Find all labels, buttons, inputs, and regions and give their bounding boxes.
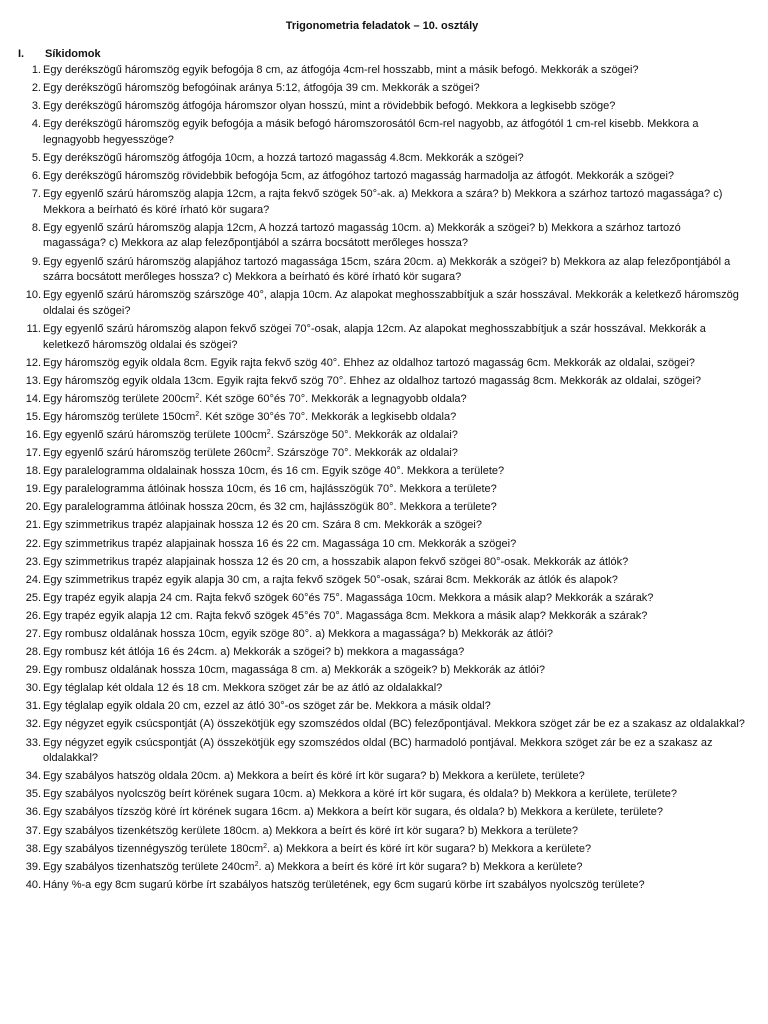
problem-text-part: Egy szabályos tizenkétszög kerülete 180cm. a) Mekkora a beírt és köré írt kör sugara? b) Mekkora a területe?: [43, 824, 578, 837]
problem-text-part: Egy szabályos nyolcszög beírt körének sugara 10cm. a) Mekkora a köré írt kör sugara, és oldala? b) Mekkora a kerülete, területe?: [43, 788, 678, 801]
problem-item: [18, 663, 746, 679]
problem-text-part: Hány %-a egy 8cm sugarú körbe írt szabályos hatszög területének, egy 6cm sugarú körbe írt szabályos nyolcszög területe?: [43, 878, 645, 891]
problem-text: [43, 464, 746, 480]
problem-item: [18, 878, 746, 894]
problem-text: [43, 410, 746, 426]
problem-text: [43, 392, 746, 408]
problem-item: [18, 464, 746, 480]
problem-text-part: Egy szabályos tizennégyszög területe 180cm: [43, 842, 264, 855]
problem-text: [43, 805, 746, 821]
problem-text: [43, 824, 746, 840]
problem-text-part: Egy szabályos hatszög oldala 20cm. a) Mekkora a beírt és köré írt kör sugara? b) Mekkora a kerülete, területe?: [43, 770, 585, 783]
problem-text-part: . Két szöge 60°és 70°. Mekkorák a legnagyobb oldala?: [199, 392, 467, 405]
problem-number: 18.: [25, 465, 41, 478]
problem-text: [43, 663, 746, 679]
problem-text-part: Egy háromszög területe 150cm: [43, 410, 196, 423]
section-number: I.: [18, 48, 25, 60]
problem-item: [18, 518, 746, 534]
problem-number: 3.: [31, 100, 41, 113]
problem-text-part: . Két szöge 30°és 70°. Mekkorák a legkisebb oldala?: [199, 410, 457, 423]
problem-number: 34.: [25, 770, 41, 783]
problem-text: [43, 591, 746, 607]
problem-text-part: Egy téglalap két oldala 12 és 18 cm. Mekkora szöget zár be az átló az oldalakkal?: [43, 682, 443, 695]
problem-number: 27.: [25, 628, 41, 640]
problem-number: 28.: [25, 646, 41, 659]
problem-text-part: Egy szimmetrikus trapéz egyik alapja 30 cm, a rajta fekvő szögek 50°-osak, szárai 8cm. Mekkorák az átlók és alapok?: [43, 573, 618, 586]
problem-number: 37.: [25, 824, 41, 837]
problem-text-part: Egy derékszögű háromszög átfogója háromszor olyan hosszú, mint a rövidebbik befogó. Mekkora a legkisebb szöge?: [43, 100, 616, 113]
problem-text: [43, 736, 746, 767]
problem-text: [43, 878, 746, 894]
problem-item: [18, 374, 746, 390]
problem-text-part: Egy trapéz egyik alapja 24 cm. Rajta fekvő szögek 60°és 75°. Magassága 10cm. Mekkora a másik alap? Mekkorák a szárak?: [43, 591, 654, 604]
problem-text: [43, 518, 746, 534]
superscript: 2: [266, 447, 271, 455]
problem-item: [18, 736, 746, 767]
problem-item: [18, 591, 746, 607]
problem-number: 11.: [26, 322, 41, 335]
problem-item: [18, 81, 746, 97]
problem-number: 35.: [25, 788, 41, 801]
problem-number: 21.: [25, 519, 41, 532]
problem-text-part: Egy paralelogramma oldalainak hossza 10cm, és 16 cm. Egyik szöge 40°. Mekkora a területe?: [43, 465, 505, 478]
problem-number: 2.: [31, 82, 41, 95]
problem-text: [43, 63, 746, 79]
problem-number: 1.: [31, 64, 41, 76]
problem-text: [43, 573, 746, 589]
problem-number: 17.: [25, 447, 41, 460]
problem-text: [43, 555, 746, 571]
problem-text: [43, 356, 746, 372]
problem-text-part: Egy szabályos tizenhatszög területe 240cm: [43, 860, 255, 873]
problem-text-part: Egy egyenlő szárú háromszög alapja 12cm, A hozzá tartozó magasság 10cm. a) Mekkorák a szögei? b) Mekkora a szárhoz tartozó magassága? c) Mekkora az alap felezőpontjából a szárra bocsátott merőleges hossza?: [43, 221, 681, 250]
problem-number: 32.: [25, 718, 41, 731]
problem-number: 39.: [25, 860, 41, 873]
problem-item: [18, 255, 746, 286]
problem-item: [18, 221, 746, 252]
problem-text-part: . a) Mekkora a beírt és köré írt kör sugara? b) Mekkora a kerülete?: [258, 860, 583, 873]
problem-item: [18, 681, 746, 697]
problem-text-part: Egy derékszögű háromszög átfogója 10cm, a hozzá tartozó magasság 4.8cm. Mekkorák a szögei?: [43, 151, 524, 164]
problem-text: [43, 288, 746, 319]
problem-text: [43, 500, 746, 516]
problem-text-part: Egy egyenlő szárú háromszög alapja 12cm, a rajta fekvő szögek 50°-ak. a) Mekkora a szára? b) Mekkora a szárhoz tartozó magassága? c) Mekkora a beírható és köré írható kör sugara?: [43, 188, 723, 216]
problem-text-part: Egy háromszög egyik oldala 13cm. Egyik rajta fekvő szög 70°. Ehhez az oldalhoz tartozó magasság 8cm. Mekkorák az oldalai, szögei?: [43, 374, 702, 387]
problem-text: [43, 374, 746, 390]
problem-item: [18, 717, 746, 733]
problem-text-part: Egy egyenlő szárú háromszög területe 260cm: [43, 447, 267, 460]
problem-text: [43, 322, 746, 353]
problem-item: [18, 699, 746, 715]
problem-text-part: Egy rombusz oldalának hossza 10cm, magassága 8 cm. a) Mekkorák a szögeik? b) Mekkorák az átlói?: [43, 664, 545, 677]
problem-text: [43, 482, 746, 498]
problem-item: [18, 187, 746, 218]
problem-text-part: Egy szimmetrikus trapéz alapjainak hossza 12 és 20 cm. Szára 8 cm. Mekkorák a szögei?: [43, 519, 482, 532]
problem-number: 23.: [25, 555, 41, 568]
problem-text-part: Egy egyenlő szárú háromszög alapon fekvő szögei 70°-osak, alapja 12cm. Az alapokat meghosszabbítjuk a szár hosszával. Mekkorák a keletkező háromszög oldalai és szögei?: [43, 322, 706, 351]
problem-item: [18, 446, 746, 462]
problem-number: 9.: [31, 255, 41, 268]
problem-text-part: Egy négyzet egyik csúcspontját (A) összekötjük egy szomszédos oldal (BC) felezőpontjával. Mekkora szöget zár be ez a szakasz az oldalakkal?: [43, 718, 745, 731]
superscript: 2: [254, 860, 259, 868]
problem-item: [18, 842, 746, 858]
problem-text: [43, 117, 746, 148]
problem-item: [18, 805, 746, 821]
problem-number: 31.: [25, 700, 41, 713]
problem-text-part: Egy egyenlő szárú háromszög szárszöge 40°, alapja 10cm. Az alapokat meghosszabbítjuk a szár hosszával. Mekkorák a keletkező háromszög oldalai és szögei?: [43, 289, 739, 317]
problem-item: [18, 769, 746, 785]
problem-text: [43, 717, 746, 733]
problem-text-part: Egy szimmetrikus trapéz alapjainak hossza 12 és 20 cm, a hosszabik alapon fekvő szögei 80°-osak. Mekkorák az átlók?: [43, 555, 629, 568]
section-heading: [18, 48, 746, 61]
problem-number: 30.: [25, 682, 41, 695]
problem-number: 15.: [25, 410, 41, 423]
problem-item: [18, 824, 746, 840]
problem-text: [43, 446, 746, 462]
problem-text: [43, 609, 746, 625]
problem-text: [43, 99, 746, 115]
problem-item: [18, 609, 746, 625]
problem-text: [43, 255, 746, 286]
problem-number: 24.: [25, 573, 41, 586]
problem-number: 7.: [31, 188, 41, 201]
problem-number: 40.: [25, 878, 41, 891]
problem-number: 22.: [25, 537, 41, 550]
problem-number: 10.: [25, 289, 41, 302]
problem-text-part: Egy paralelogramma átlóinak hossza 20cm, és 32 cm, hajlásszögük 80°. Mekkora a területe?: [43, 501, 497, 514]
superscript: 2: [195, 392, 200, 400]
problem-item: [18, 860, 746, 876]
problem-text-part: . Szárszöge 70°. Mekkorák az oldalai?: [270, 447, 458, 460]
problem-text: [43, 151, 746, 167]
problem-number: 14.: [25, 392, 41, 405]
problem-text: [43, 428, 746, 444]
problem-text-part: Egy rombusz két átlója 16 és 24cm. a) Mekkorák a szögei? b) mekkora a magassága?: [43, 646, 465, 659]
problem-number: 38.: [25, 842, 41, 855]
problem-number: 33.: [25, 736, 41, 749]
problem-text: [43, 81, 746, 97]
problem-text-part: Egy háromszög egyik oldala 8cm. Egyik rajta fekvő szög 40°. Ehhez az oldalhoz tartozó magasság 6cm. Mekkorák az oldalai, szögei?: [43, 356, 695, 369]
problem-text-part: Egy szabályos tízszög köré írt körének sugara 16cm. a) Mekkora a beírt kör sugara, és oldala? b) Mekkora a kerülete, területe?: [43, 806, 663, 819]
problem-text-part: Egy négyzet egyik csúcspontját (A) összekötjük egy szomszédos oldal (BC) harmadoló pontjával. Mekkora szöget zár be ez a szakasz az oldalakkal?: [43, 736, 713, 765]
problem-text-part: Egy trapéz egyik alapja 12 cm. Rajta fekvő szögek 45°és 70°. Magassága 8cm. Mekkora a másik alap? Mekkorák a szárak?: [43, 609, 648, 622]
problem-text-part: Egy derékszögű háromszög egyik befogója 8 cm, az átfogója 4cm-rel hosszabb, mint a másik befogó. Mekkorák a szögei?: [43, 64, 639, 76]
problem-text: [43, 699, 746, 715]
problem-number: 36.: [25, 806, 41, 819]
problem-text-part: Egy téglalap egyik oldala 20 cm, ezzel az átló 30°-os szöget zár be. Mekkora a másik oldal?: [43, 700, 491, 713]
problem-item: [18, 169, 746, 185]
superscript: 2: [263, 842, 268, 850]
problem-item: [18, 573, 746, 589]
problem-text: [43, 645, 746, 661]
problem-item: [18, 288, 746, 319]
problem-number: 20.: [25, 501, 41, 514]
problem-text: [43, 681, 746, 697]
section-title: Síkidomok: [45, 48, 101, 60]
problem-item: [18, 322, 746, 353]
problem-number: 4.: [31, 118, 41, 131]
problem-item: [18, 482, 746, 498]
problem-text-part: Egy derékszögű háromszög befogóinak aránya 5:12, átfogója 39 cm. Mekkorák a szögei?: [43, 82, 480, 95]
problem-text: [43, 769, 746, 785]
problem-text-part: . a) Mekkora a beírt és köré írt kör sugara? b) Mekkora a kerülete?: [267, 842, 592, 855]
problem-text-part: Egy rombusz oldalának hossza 10cm, egyik szöge 80°. a) Mekkora a magassága? b) Mekkorák az átlói?: [43, 628, 554, 640]
problem-text: [43, 860, 746, 876]
problem-text-part: Egy egyenlő szárú háromszög területe 100cm: [43, 428, 267, 441]
problem-text: [43, 842, 746, 858]
problem-item: [18, 428, 746, 444]
superscript: 2: [266, 428, 271, 436]
problem-number: 5.: [31, 151, 41, 164]
problem-list: [18, 63, 746, 893]
problem-item: [18, 500, 746, 516]
problem-text-part: . Szárszöge 50°. Mekkorák az oldalai?: [270, 428, 458, 441]
problem-text-part: Egy háromszög területe 200cm: [43, 392, 196, 405]
problem-text: [43, 787, 746, 803]
problem-text-part: Egy paralelogramma átlóinak hossza 10cm, és 16 cm, hajlásszögük 70°. Mekkora a területe?: [43, 483, 497, 496]
problem-text-part: Egy derékszögű háromszög egyik befogója a másik befogó háromszorosától 6cm-rel nagyobb, az átfogótól 1 cm-rel kisebb. Mekkora a legnagyobb hegyesszöge?: [43, 118, 699, 146]
document-title: Trigonometria feladatok – 10. osztály: [285, 20, 479, 32]
problem-item: [18, 117, 746, 148]
problem-item: [18, 787, 746, 803]
problem-item: [18, 645, 746, 661]
problem-item: [18, 392, 746, 408]
problem-item: [18, 356, 746, 372]
problem-item: [18, 555, 746, 571]
problem-number: 6.: [31, 170, 41, 183]
problem-item: [18, 627, 746, 643]
problem-text-part: Egy szimmetrikus trapéz alapjainak hossza 16 és 22 cm. Magassága 10 cm. Mekkorák a szögei?: [43, 537, 517, 550]
problem-item: [18, 537, 746, 553]
problem-number: 16.: [25, 428, 41, 441]
problem-item: [18, 151, 746, 167]
problem-text: [43, 221, 746, 252]
problem-text: [43, 169, 746, 185]
problem-number: 29.: [25, 664, 41, 677]
problem-number: 12.: [25, 356, 41, 369]
problem-text: [43, 187, 746, 218]
problem-text-part: Egy derékszögű háromszög rövidebbik befogója 5cm, az átfogóhoz tartozó magasság harmadolja az átfogót. Mekkorák a szögei?: [43, 170, 675, 183]
problem-item: [18, 410, 746, 426]
problem-text: [43, 627, 746, 643]
problem-text: [43, 537, 746, 553]
problem-number: 8.: [31, 221, 41, 234]
superscript: 2: [195, 410, 200, 418]
problem-item: [18, 63, 746, 79]
problem-text-part: Egy egyenlő szárú háromszög alapjához tartozó magassága 15cm, szára 20cm. a) Mekkorák a szögei? b) Mekkora az alap felezőpontjából a szárra bocsátott merőleges hossza? c) Mekkora a beírható és köré írható kör sugara?: [43, 255, 731, 284]
problem-number: 19.: [25, 483, 41, 496]
problem-number: 25.: [25, 591, 41, 604]
problem-number: 13.: [25, 374, 41, 387]
problem-item: [18, 99, 746, 115]
problem-number: 26.: [25, 609, 41, 622]
